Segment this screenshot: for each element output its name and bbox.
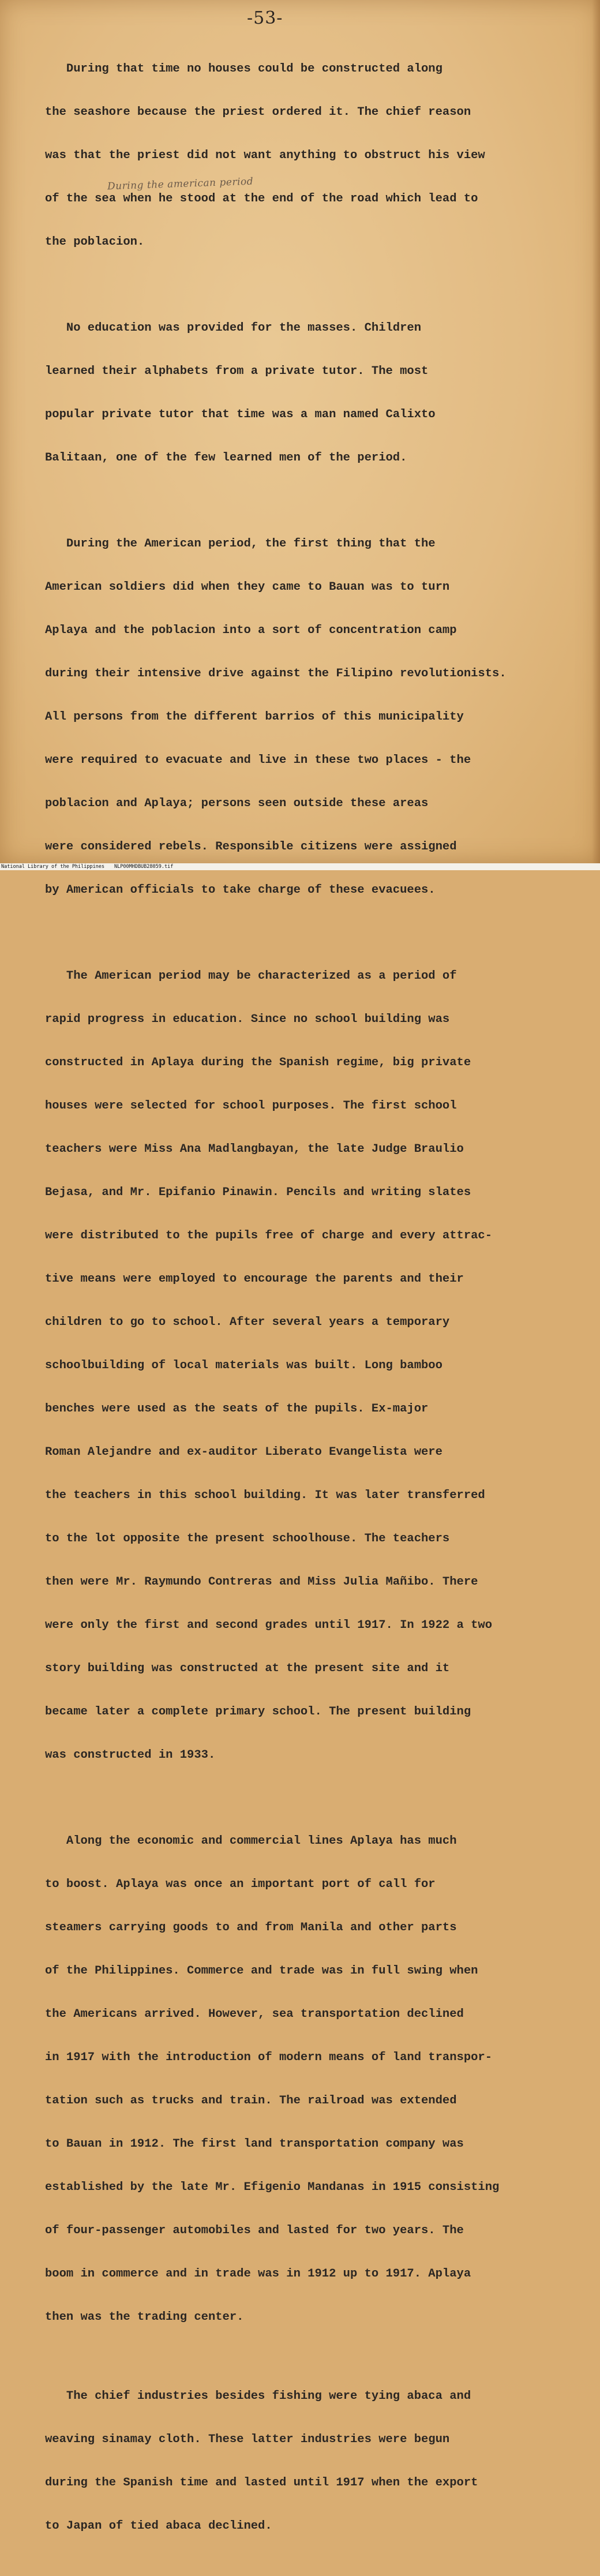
text-line: to the lot opposite the present schoolhouse. The teachers: [45, 1532, 450, 1545]
text-line: The American period may be characterized as a period of: [45, 969, 457, 983]
text-line: children to go to school. After several years a temporary: [45, 1316, 450, 1329]
page-number: -53-: [247, 8, 283, 28]
text-line: the seashore because the priest ordered it. The chief reason: [45, 106, 471, 119]
document-body: [45, 33, 600, 2576]
text-line: in 1917 with the introduction of modern means of land transpor-: [45, 2051, 493, 2064]
text-line: learned their alphabets from a private tutor. The most: [45, 365, 429, 378]
footer-library-name: National Library of the Philippines: [1, 864, 105, 870]
text-line: became later a complete primary school. The present building: [45, 1705, 471, 1718]
text-line: then were Mr. Raymundo Contreras and Miss Julia Mañibo. There: [45, 1575, 478, 1589]
text-line: to Bauan in 1912. The first land transportation company was: [45, 2137, 464, 2151]
text-line: during their intensive drive against the Filipino revolutionists.: [45, 667, 507, 680]
text-line: the poblacion.: [45, 235, 145, 249]
footer-filename: NLP00MHDBUB28059.tif: [114, 864, 174, 870]
text-line: houses were selected for school purposes. The first school: [45, 1099, 457, 1113]
text-line: American soldiers did when they came to Bauan was to turn: [45, 581, 450, 594]
text-line: poblacion and Aplaya; persons seen outside these areas: [45, 797, 429, 810]
text-line: during the Spanish time and lasted until 1917 when the export: [45, 2476, 478, 2489]
text-line: Roman Alejandre and ex-auditor Liberato Evangelista were: [45, 1446, 442, 1459]
text-line: was that the priest did not want anything to obstruct his view: [45, 149, 485, 162]
text-line: established by the late Mr. Efigenio Mandanas in 1915 consisting: [45, 2181, 500, 2194]
text-line: No education was provided for the masses. Children: [45, 321, 422, 335]
paragraph-education: [45, 292, 600, 494]
text-line: popular private tutor that time was a man named Calixto: [45, 408, 436, 421]
text-line: were distributed to the pupils free of charge and every attrac-: [45, 1229, 493, 1242]
text-line: Balitaan, one of the few learned men of the period.: [45, 451, 407, 465]
paragraph-seashore: [45, 33, 600, 278]
text-line: tation such as trucks and train. The railroad was extended: [45, 2094, 457, 2107]
text-line: to boost. Aplaya was once an important port of call for: [45, 1878, 436, 1891]
text-line: steamers carrying goods to and from Manila and other parts: [45, 1921, 457, 1934]
text-line: boom in commerce and in trade was in 1912 up to 1917. Aplaya: [45, 2267, 471, 2281]
scan-footer: [0, 863, 600, 870]
text-line: story building was constructed at the present site and it: [45, 1662, 450, 1675]
text-line: weaving sinamay cloth. These latter industries were begun: [45, 2433, 450, 2446]
text-line: the Americans arrived. However, sea transportation declined: [45, 2008, 464, 2021]
text-line: All persons from the different barrios of this municipality: [45, 710, 464, 724]
text-line: schoolbuilding of local materials was built. Long bamboo: [45, 1359, 442, 1372]
text-line: of the sea when he stood at the end of the road which lead to: [45, 192, 478, 205]
text-line: were only the first and second grades until 1917. In 1922 a two: [45, 1619, 493, 1632]
text-line: Along the economic and commercial lines Aplaya has much: [45, 1834, 457, 1848]
text-line: the teachers in this school building. It was later transferred: [45, 1489, 485, 1502]
text-line: Bejasa, and Mr. Epifanio Pinawin. Pencils and writing slates: [45, 1186, 471, 1199]
handwritten-annotation: During the american period: [107, 175, 254, 193]
paragraph-commerce: [45, 1805, 600, 2353]
text-line: During the American period, the first thing that the: [45, 537, 436, 551]
text-line: were required to evacuate and live in these two places - the: [45, 754, 471, 767]
text-line: The chief industries besides fishing were tying abaca and: [45, 2390, 471, 2403]
text-line: constructed in Aplaya during the Spanish regime, big private: [45, 1056, 471, 1069]
text-line: was constructed in 1933.: [45, 1748, 216, 1762]
text-line: of the Philippines. Commerce and trade was in full swing when: [45, 1964, 478, 1978]
text-line: to Japan of tied abaca declined.: [45, 2519, 272, 2533]
text-line: benches were used as the seats of the pupils. Ex-major: [45, 1402, 429, 1416]
text-line: tive means were employed to encourage the parents and their: [45, 1272, 464, 1286]
text-line: rapid progress in education. Since no school building was: [45, 1013, 450, 1026]
text-line: of four-passenger automobiles and lasted for two years. The: [45, 2224, 464, 2237]
text-line: teachers were Miss Ana Madlangbayan, the late Judge Braulio: [45, 1143, 464, 1156]
paragraph-school-history: [45, 940, 600, 1791]
text-line: During that time no houses could be constructed along: [45, 62, 442, 76]
text-line: by American officials to take charge of these evacuees.: [45, 883, 436, 897]
text-line: Aplaya and the poblacion into a sort of concentration camp: [45, 624, 457, 637]
text-line: were considered rebels. Responsible citizens were assigned: [45, 840, 457, 853]
text-line: then was the trading center.: [45, 2311, 244, 2324]
paragraph-industries: [45, 2360, 600, 2562]
